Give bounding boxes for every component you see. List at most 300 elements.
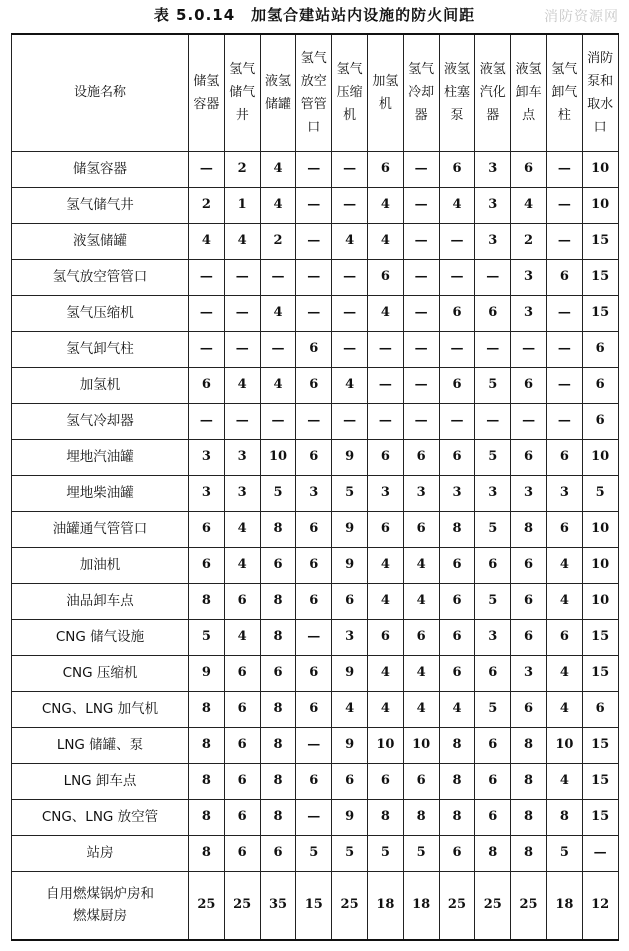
distance-cell: 8	[475, 835, 511, 871]
distance-cell: 3	[511, 295, 547, 331]
distance-cell: —	[332, 151, 368, 187]
distance-cell: 5	[582, 475, 618, 511]
distance-cell: —	[224, 295, 260, 331]
distance-cell: 8	[403, 799, 439, 835]
distance-cell: 15	[582, 763, 618, 799]
table-row	[12, 763, 619, 799]
distance-cell: 6	[367, 763, 403, 799]
distance-cell: —	[403, 151, 439, 187]
distance-cell: 25	[224, 871, 260, 940]
distance-cell: 6	[439, 547, 475, 583]
distance-cell: —	[546, 331, 582, 367]
facility-name: 氢气卸气柱	[12, 331, 189, 367]
distance-cell: 4	[260, 187, 296, 223]
distance-cell: 18	[403, 871, 439, 940]
distance-cell: 4	[403, 547, 439, 583]
distance-cell: —	[403, 259, 439, 295]
distance-cell: —	[439, 331, 475, 367]
table-row	[12, 223, 619, 259]
distance-cell: 10	[403, 727, 439, 763]
distance-cell: 3	[511, 259, 547, 295]
column-header-line: 井	[235, 108, 249, 124]
table-row	[12, 367, 619, 403]
distance-cell: 8	[189, 799, 225, 835]
column-header-line: 卸气	[551, 85, 578, 101]
column-header-line: 氢气	[551, 62, 578, 78]
distance-cell: 4	[403, 655, 439, 691]
column-header-line: 加氢	[372, 73, 399, 89]
distance-cell: 6	[439, 835, 475, 871]
distance-cell: —	[546, 151, 582, 187]
column-header-line: 氢气	[300, 50, 327, 66]
distance-cell: 4	[546, 655, 582, 691]
distance-cell: 6	[296, 511, 332, 547]
distance-cell: 5	[260, 475, 296, 511]
distance-cell: 4	[546, 583, 582, 619]
distance-cell: 9	[332, 439, 368, 475]
distance-cell: 4	[224, 619, 260, 655]
distance-cell: 4	[367, 547, 403, 583]
distance-cell: —	[189, 151, 225, 187]
distance-cell: 4	[224, 547, 260, 583]
distance-cell: 2	[224, 151, 260, 187]
distance-cell: —	[260, 259, 296, 295]
distance-cell: 4	[224, 511, 260, 547]
distance-cell: 6	[546, 619, 582, 655]
distance-cell: 6	[332, 763, 368, 799]
distance-cell: 8	[189, 727, 225, 763]
facility-name: 加油机	[12, 547, 189, 583]
distance-cell: 5	[475, 367, 511, 403]
distance-cell: —	[296, 259, 332, 295]
distance-cell: 8	[511, 511, 547, 547]
facility-name: 氢气放空管管口	[12, 259, 189, 295]
distance-cell: 15	[582, 619, 618, 655]
distance-cell: 9	[189, 655, 225, 691]
distance-cell: 6	[260, 655, 296, 691]
facility-name: LNG 卸车点	[12, 763, 189, 799]
distance-cell: —	[332, 331, 368, 367]
distance-cell: 3	[224, 475, 260, 511]
distance-cell: —	[332, 187, 368, 223]
facility-name: 储氢容器	[12, 151, 189, 187]
distance-cell: 6	[224, 799, 260, 835]
distance-cell: 25	[189, 871, 225, 940]
distance-cell: —	[332, 295, 368, 331]
distance-cell: 5	[332, 835, 368, 871]
column-header-line: 器	[486, 108, 500, 124]
column-header	[475, 34, 511, 151]
distance-cell: 6	[475, 295, 511, 331]
distance-cell: 6	[296, 583, 332, 619]
facility-name: 加氢机	[12, 367, 189, 403]
column-header-line: 储气	[229, 85, 256, 101]
distance-cell: 3	[224, 439, 260, 475]
distance-cell: 6	[511, 151, 547, 187]
column-header	[546, 34, 582, 151]
distance-cell: 3	[546, 475, 582, 511]
distance-cell: 8	[511, 727, 547, 763]
distance-cell: —	[224, 331, 260, 367]
distance-cell: 8	[260, 691, 296, 727]
distance-cell: 6	[511, 583, 547, 619]
column-header-line: 储罐	[264, 96, 291, 112]
distance-cell: 15	[582, 655, 618, 691]
column-header-line: 汽化	[479, 85, 506, 101]
column-header	[582, 34, 618, 151]
distance-cell: 4	[546, 547, 582, 583]
distance-cell: 10	[582, 547, 618, 583]
distance-cell: 6	[189, 511, 225, 547]
facility-name: 埋地汽油罐	[12, 439, 189, 475]
distance-cell: 15	[582, 295, 618, 331]
facility-name: 油罐通气管管口	[12, 511, 189, 547]
distance-cell: 3	[332, 619, 368, 655]
distance-cell: 1	[224, 187, 260, 223]
distance-cell: 25	[439, 871, 475, 940]
distance-cell: 6	[296, 763, 332, 799]
distance-cell: —	[546, 187, 582, 223]
distance-cell: 6	[511, 691, 547, 727]
table-row	[12, 547, 619, 583]
column-header-line: 放空	[300, 73, 327, 89]
column-header-line: 氢气	[408, 62, 435, 78]
distance-cell: 6	[511, 367, 547, 403]
distance-cell: 6	[367, 151, 403, 187]
distance-cell: —	[511, 403, 547, 439]
distance-cell: 6	[367, 439, 403, 475]
column-header-line: 压缩	[336, 85, 363, 101]
distance-cell: 6	[475, 763, 511, 799]
fire-distance-table	[11, 33, 619, 941]
distance-cell: 8	[260, 511, 296, 547]
distance-cell: 8	[260, 763, 296, 799]
distance-cell: 4	[367, 583, 403, 619]
distance-cell: 6	[439, 295, 475, 331]
distance-cell: 6	[439, 439, 475, 475]
facility-name: 油品卸车点	[12, 583, 189, 619]
distance-cell: 6	[189, 367, 225, 403]
distance-cell: 4	[439, 691, 475, 727]
distance-cell: 5	[475, 511, 511, 547]
column-header	[403, 34, 439, 151]
distance-cell: 6	[546, 439, 582, 475]
column-header-line: 机	[343, 108, 357, 124]
distance-cell: 25	[332, 871, 368, 940]
distance-cell: —	[439, 223, 475, 259]
column-header-line: 取水	[587, 96, 614, 112]
distance-cell: 8	[367, 799, 403, 835]
distance-cell: 5	[332, 475, 368, 511]
distance-cell: —	[367, 367, 403, 403]
distance-cell: —	[260, 403, 296, 439]
distance-cell: 6	[475, 547, 511, 583]
distance-cell: —	[403, 223, 439, 259]
distance-cell: 6	[475, 799, 511, 835]
column-header-line: 器	[414, 108, 428, 124]
distance-cell: 25	[475, 871, 511, 940]
column-header	[439, 34, 475, 151]
distance-cell: 6	[439, 583, 475, 619]
distance-cell: —	[224, 259, 260, 295]
distance-cell: 8	[439, 799, 475, 835]
facility-name: CNG 储气设施	[12, 619, 189, 655]
distance-cell: 8	[260, 619, 296, 655]
distance-cell: 25	[511, 871, 547, 940]
distance-cell: —	[403, 331, 439, 367]
distance-cell: 15	[582, 727, 618, 763]
distance-cell: 2	[189, 187, 225, 223]
distance-cell: 3	[475, 475, 511, 511]
column-header-line: 机	[378, 96, 392, 112]
distance-cell: —	[546, 295, 582, 331]
table-row	[12, 331, 619, 367]
distance-cell: —	[546, 223, 582, 259]
distance-cell: —	[296, 295, 332, 331]
distance-cell: 6	[332, 583, 368, 619]
column-header	[260, 34, 296, 151]
distance-cell: 9	[332, 511, 368, 547]
distance-cell: 4	[367, 655, 403, 691]
distance-cell: 8	[511, 763, 547, 799]
distance-cell: 8	[511, 835, 547, 871]
column-header-line: 管管	[300, 96, 327, 112]
distance-cell: 18	[367, 871, 403, 940]
distance-cell: 6	[224, 691, 260, 727]
distance-cell: —	[403, 403, 439, 439]
distance-cell: 4	[546, 691, 582, 727]
distance-cell: 2	[260, 223, 296, 259]
column-header-line: 柱塞	[443, 85, 470, 101]
distance-cell: —	[546, 403, 582, 439]
column-header-line: 液氢	[264, 73, 291, 89]
distance-cell: —	[367, 331, 403, 367]
distance-cell: 3	[511, 475, 547, 511]
column-header	[511, 34, 547, 151]
facility-name: 站房	[12, 835, 189, 871]
table-row	[12, 439, 619, 475]
title-bar	[0, 0, 629, 30]
distance-cell: 4	[367, 295, 403, 331]
column-header-line: 液氢	[515, 62, 542, 78]
distance-cell: 3	[475, 223, 511, 259]
column-header-line: 消防	[587, 50, 614, 66]
distance-cell: 8	[439, 763, 475, 799]
distance-cell: 6	[224, 583, 260, 619]
distance-cell: 6	[582, 367, 618, 403]
distance-cell: 6	[224, 763, 260, 799]
distance-cell: —	[475, 331, 511, 367]
distance-cell: 3	[475, 151, 511, 187]
distance-cell: 6	[403, 511, 439, 547]
column-header-line: 氢气	[336, 62, 363, 78]
distance-cell: 35	[260, 871, 296, 940]
distance-cell: 6	[403, 439, 439, 475]
distance-cell: —	[332, 403, 368, 439]
distance-cell: 4	[511, 187, 547, 223]
distance-cell: 4	[189, 223, 225, 259]
facility-name: CNG、LNG 放空管	[12, 799, 189, 835]
distance-cell: 6	[511, 547, 547, 583]
distance-cell: —	[475, 259, 511, 295]
distance-cell: 6	[511, 619, 547, 655]
distance-cell: 6	[582, 403, 618, 439]
distance-cell: 4	[224, 367, 260, 403]
distance-cell: 18	[546, 871, 582, 940]
distance-cell: 10	[260, 439, 296, 475]
distance-cell: 4	[403, 583, 439, 619]
column-header-line: 泵和	[587, 73, 614, 89]
column-header-line: 氢气	[229, 62, 256, 78]
table-row	[12, 583, 619, 619]
column-header-line: 点	[522, 108, 536, 124]
distance-cell: —	[189, 295, 225, 331]
column-header	[296, 34, 332, 151]
table-row	[12, 691, 619, 727]
distance-cell: 3	[403, 475, 439, 511]
table-row	[12, 295, 619, 331]
table-row	[12, 799, 619, 835]
corner-header: 设施名称	[12, 34, 189, 151]
distance-cell: 15	[582, 223, 618, 259]
facility-name: 氢气储气井	[12, 187, 189, 223]
table-row	[12, 727, 619, 763]
distance-cell: 6	[439, 367, 475, 403]
distance-cell: 6	[224, 835, 260, 871]
distance-cell: 6	[367, 619, 403, 655]
distance-cell: —	[296, 403, 332, 439]
distance-cell: 6	[296, 367, 332, 403]
table-body	[12, 151, 619, 940]
distance-cell: 4	[546, 763, 582, 799]
distance-cell: 10	[546, 727, 582, 763]
distance-cell: 10	[367, 727, 403, 763]
column-header-line: 液氢	[443, 62, 470, 78]
distance-cell: —	[260, 331, 296, 367]
distance-cell: 6	[296, 547, 332, 583]
column-header	[224, 34, 260, 151]
column-header-line: 口	[593, 119, 607, 135]
distance-cell: 9	[332, 547, 368, 583]
column-header-line: 储氢	[193, 73, 220, 89]
distance-cell: 8	[189, 835, 225, 871]
distance-cell: —	[296, 619, 332, 655]
distance-cell: 6	[403, 763, 439, 799]
table-row	[12, 403, 619, 439]
distance-cell: 6	[475, 655, 511, 691]
distance-cell: —	[403, 295, 439, 331]
distance-cell: 6	[546, 511, 582, 547]
distance-cell: —	[475, 403, 511, 439]
distance-cell: 4	[439, 187, 475, 223]
table-row	[12, 187, 619, 223]
distance-cell: 4	[367, 691, 403, 727]
distance-cell: 5	[189, 619, 225, 655]
distance-cell: 6	[260, 547, 296, 583]
distance-cell: 3	[367, 475, 403, 511]
facility-name-line: 自用燃煤锅炉房和	[46, 886, 154, 903]
distance-cell: 6	[582, 691, 618, 727]
facility-name-line: 燃煤厨房	[73, 908, 127, 925]
distance-cell: —	[189, 403, 225, 439]
distance-cell: 4	[260, 367, 296, 403]
distance-cell: 10	[582, 439, 618, 475]
distance-cell: —	[403, 187, 439, 223]
distance-cell: 9	[332, 799, 368, 835]
distance-cell: 6	[582, 331, 618, 367]
distance-cell: 6	[439, 655, 475, 691]
distance-cell: —	[189, 259, 225, 295]
distance-cell: 4	[367, 223, 403, 259]
distance-cell: 10	[582, 583, 618, 619]
distance-cell: 8	[546, 799, 582, 835]
distance-cell: —	[296, 151, 332, 187]
distance-cell: 10	[582, 511, 618, 547]
table-row	[12, 655, 619, 691]
facility-name: 埋地柴油罐	[12, 475, 189, 511]
distance-cell: 8	[260, 799, 296, 835]
facility-name	[12, 871, 189, 940]
distance-cell: 6	[439, 619, 475, 655]
distance-cell: 4	[403, 691, 439, 727]
distance-cell: 8	[260, 583, 296, 619]
distance-cell: 4	[260, 295, 296, 331]
distance-cell: —	[439, 403, 475, 439]
distance-cell: 10	[582, 187, 618, 223]
distance-cell: 6	[367, 511, 403, 547]
facility-name: 氢气冷却器	[12, 403, 189, 439]
column-header-line: 柱	[557, 108, 571, 124]
distance-cell: 5	[296, 835, 332, 871]
distance-cell: 5	[475, 691, 511, 727]
distance-cell: 3	[296, 475, 332, 511]
header-row	[12, 34, 619, 151]
column-header-line: 泵	[450, 108, 464, 124]
distance-cell: 4	[332, 367, 368, 403]
distance-cell: 6	[439, 151, 475, 187]
facility-name: 氢气压缩机	[12, 295, 189, 331]
distance-cell: —	[296, 799, 332, 835]
distance-cell: 10	[582, 151, 618, 187]
distance-cell: —	[546, 367, 582, 403]
distance-cell: 5	[403, 835, 439, 871]
table-row	[12, 511, 619, 547]
distance-cell: 8	[189, 691, 225, 727]
distance-cell: —	[296, 187, 332, 223]
distance-cell: 4	[332, 691, 368, 727]
distance-cell: 15	[582, 799, 618, 835]
column-header	[332, 34, 368, 151]
distance-cell: 9	[332, 655, 368, 691]
distance-cell: 5	[367, 835, 403, 871]
column-header-line: 液氢	[479, 62, 506, 78]
distance-cell: —	[296, 223, 332, 259]
distance-cell: 6	[296, 691, 332, 727]
distance-cell: 6	[224, 655, 260, 691]
facility-name: CNG 压缩机	[12, 655, 189, 691]
distance-cell: —	[332, 259, 368, 295]
distance-cell: 4	[332, 223, 368, 259]
distance-cell: 3	[439, 475, 475, 511]
distance-cell: —	[189, 331, 225, 367]
distance-cell: 4	[260, 151, 296, 187]
distance-cell: 3	[189, 439, 225, 475]
column-header-line: 卸车	[515, 85, 542, 101]
distance-cell: 4	[367, 187, 403, 223]
table-row	[12, 619, 619, 655]
distance-cell: 6	[475, 727, 511, 763]
distance-cell: 6	[296, 439, 332, 475]
